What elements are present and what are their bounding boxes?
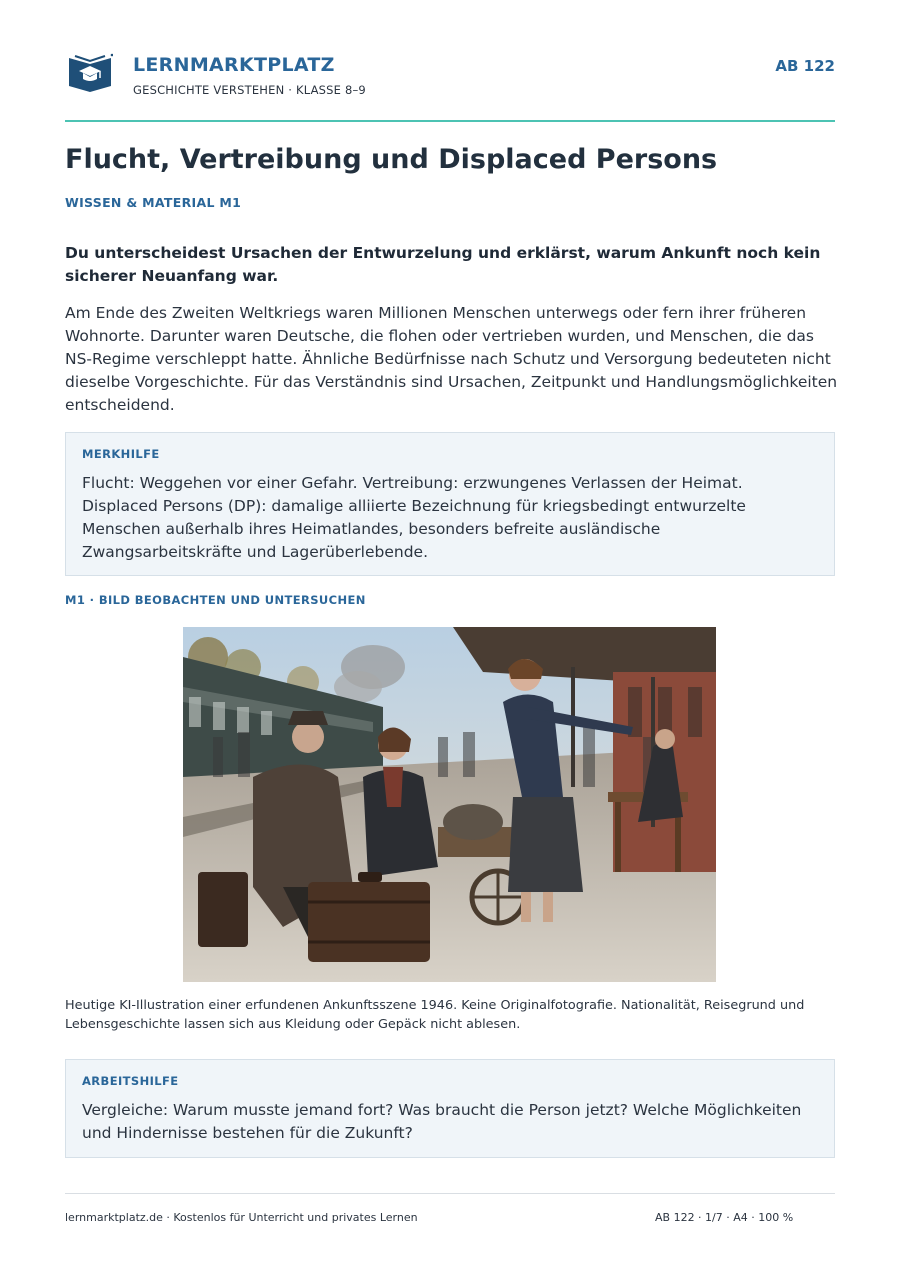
arbeitshilfe-box bbox=[65, 1059, 835, 1158]
merkhilfe-box bbox=[65, 432, 835, 576]
sheet-id: AB 122 bbox=[775, 57, 835, 75]
footer-page-info: AB 122 · 1/7 · A4 · 100 % bbox=[655, 1211, 794, 1224]
brand-name: LERNMARKTPLATZ bbox=[133, 54, 335, 76]
image-caption: Heutige KI-Illustration einer erfundenen Ankunftsszene 1946. Keine Originalfotografie. Nationalität, Reisegrund und Lebensgeschichte lassen sich aus Kleidung oder Gepäck nicht ablesen. bbox=[65, 998, 805, 1032]
graduation-cap-book-icon bbox=[67, 52, 113, 92]
page-header bbox=[65, 50, 835, 100]
learning-goal: Du unterscheidest Ursachen der Entwurzelung und erklärst, warum Ankunft noch kein sicherer Neuanfang war. bbox=[65, 244, 821, 285]
m1-label: M1 · BILD BEOBACHTEN UND UNTERSUCHEN bbox=[65, 593, 366, 607]
brand-subtitle: GESCHICHTE VERSTEHEN · KLASSE 8–9 bbox=[133, 83, 366, 97]
page-title: Flucht, Vertreibung und Displaced Persons bbox=[65, 144, 718, 175]
footer-divider bbox=[65, 1193, 835, 1194]
intro-paragraph: Am Ende des Zweiten Weltkriegs waren Millionen Menschen unterwegs oder fern ihrer früheren Wohnorte. Darunter waren Deutsche, die flohen oder vertrieben wurden, und Menschen, die das NS-Regime verschleppt hatte. Ähnliche Bedürfnisse nach Schutz und Versorgung bedeuteten nicht dieselbe Vorgeschichte. Für das Verständnis sind Ursachen, Zeitpunkt und Handlungsmöglichkeiten entscheidend. bbox=[65, 304, 838, 414]
merkhilfe-label: MERKHILFE bbox=[82, 447, 160, 461]
arbeitshilfe-label: ARBEITSHILFE bbox=[82, 1074, 179, 1088]
arbeitshilfe-text: Vergleiche: Warum musste jemand fort? Was braucht die Person jetzt? Welche Möglichkeiten und Hindernisse bestehen für die Zukunft? bbox=[82, 1101, 802, 1142]
section-kicker: WISSEN & MATERIAL M1 bbox=[65, 195, 242, 210]
arrival-scene-illustration bbox=[183, 627, 716, 982]
merkhilfe-text: Flucht: Weggehen vor einer Gefahr. Vertreibung: erzwungenes Verlassen der Heimat. Displaced Persons (DP): damalige alliierte Bezeichnung für kriegsbedingt entwurzelte Menschen außerhalb ihres Heimatlandes, besonders befreite ausländische Zwangsarbeitskräfte und Lagerüberlebende. bbox=[82, 474, 746, 561]
header-divider bbox=[65, 120, 835, 122]
footer-site-info: lernmarktplatz.de · Kostenlos für Unterricht und privates Lernen bbox=[65, 1211, 418, 1224]
